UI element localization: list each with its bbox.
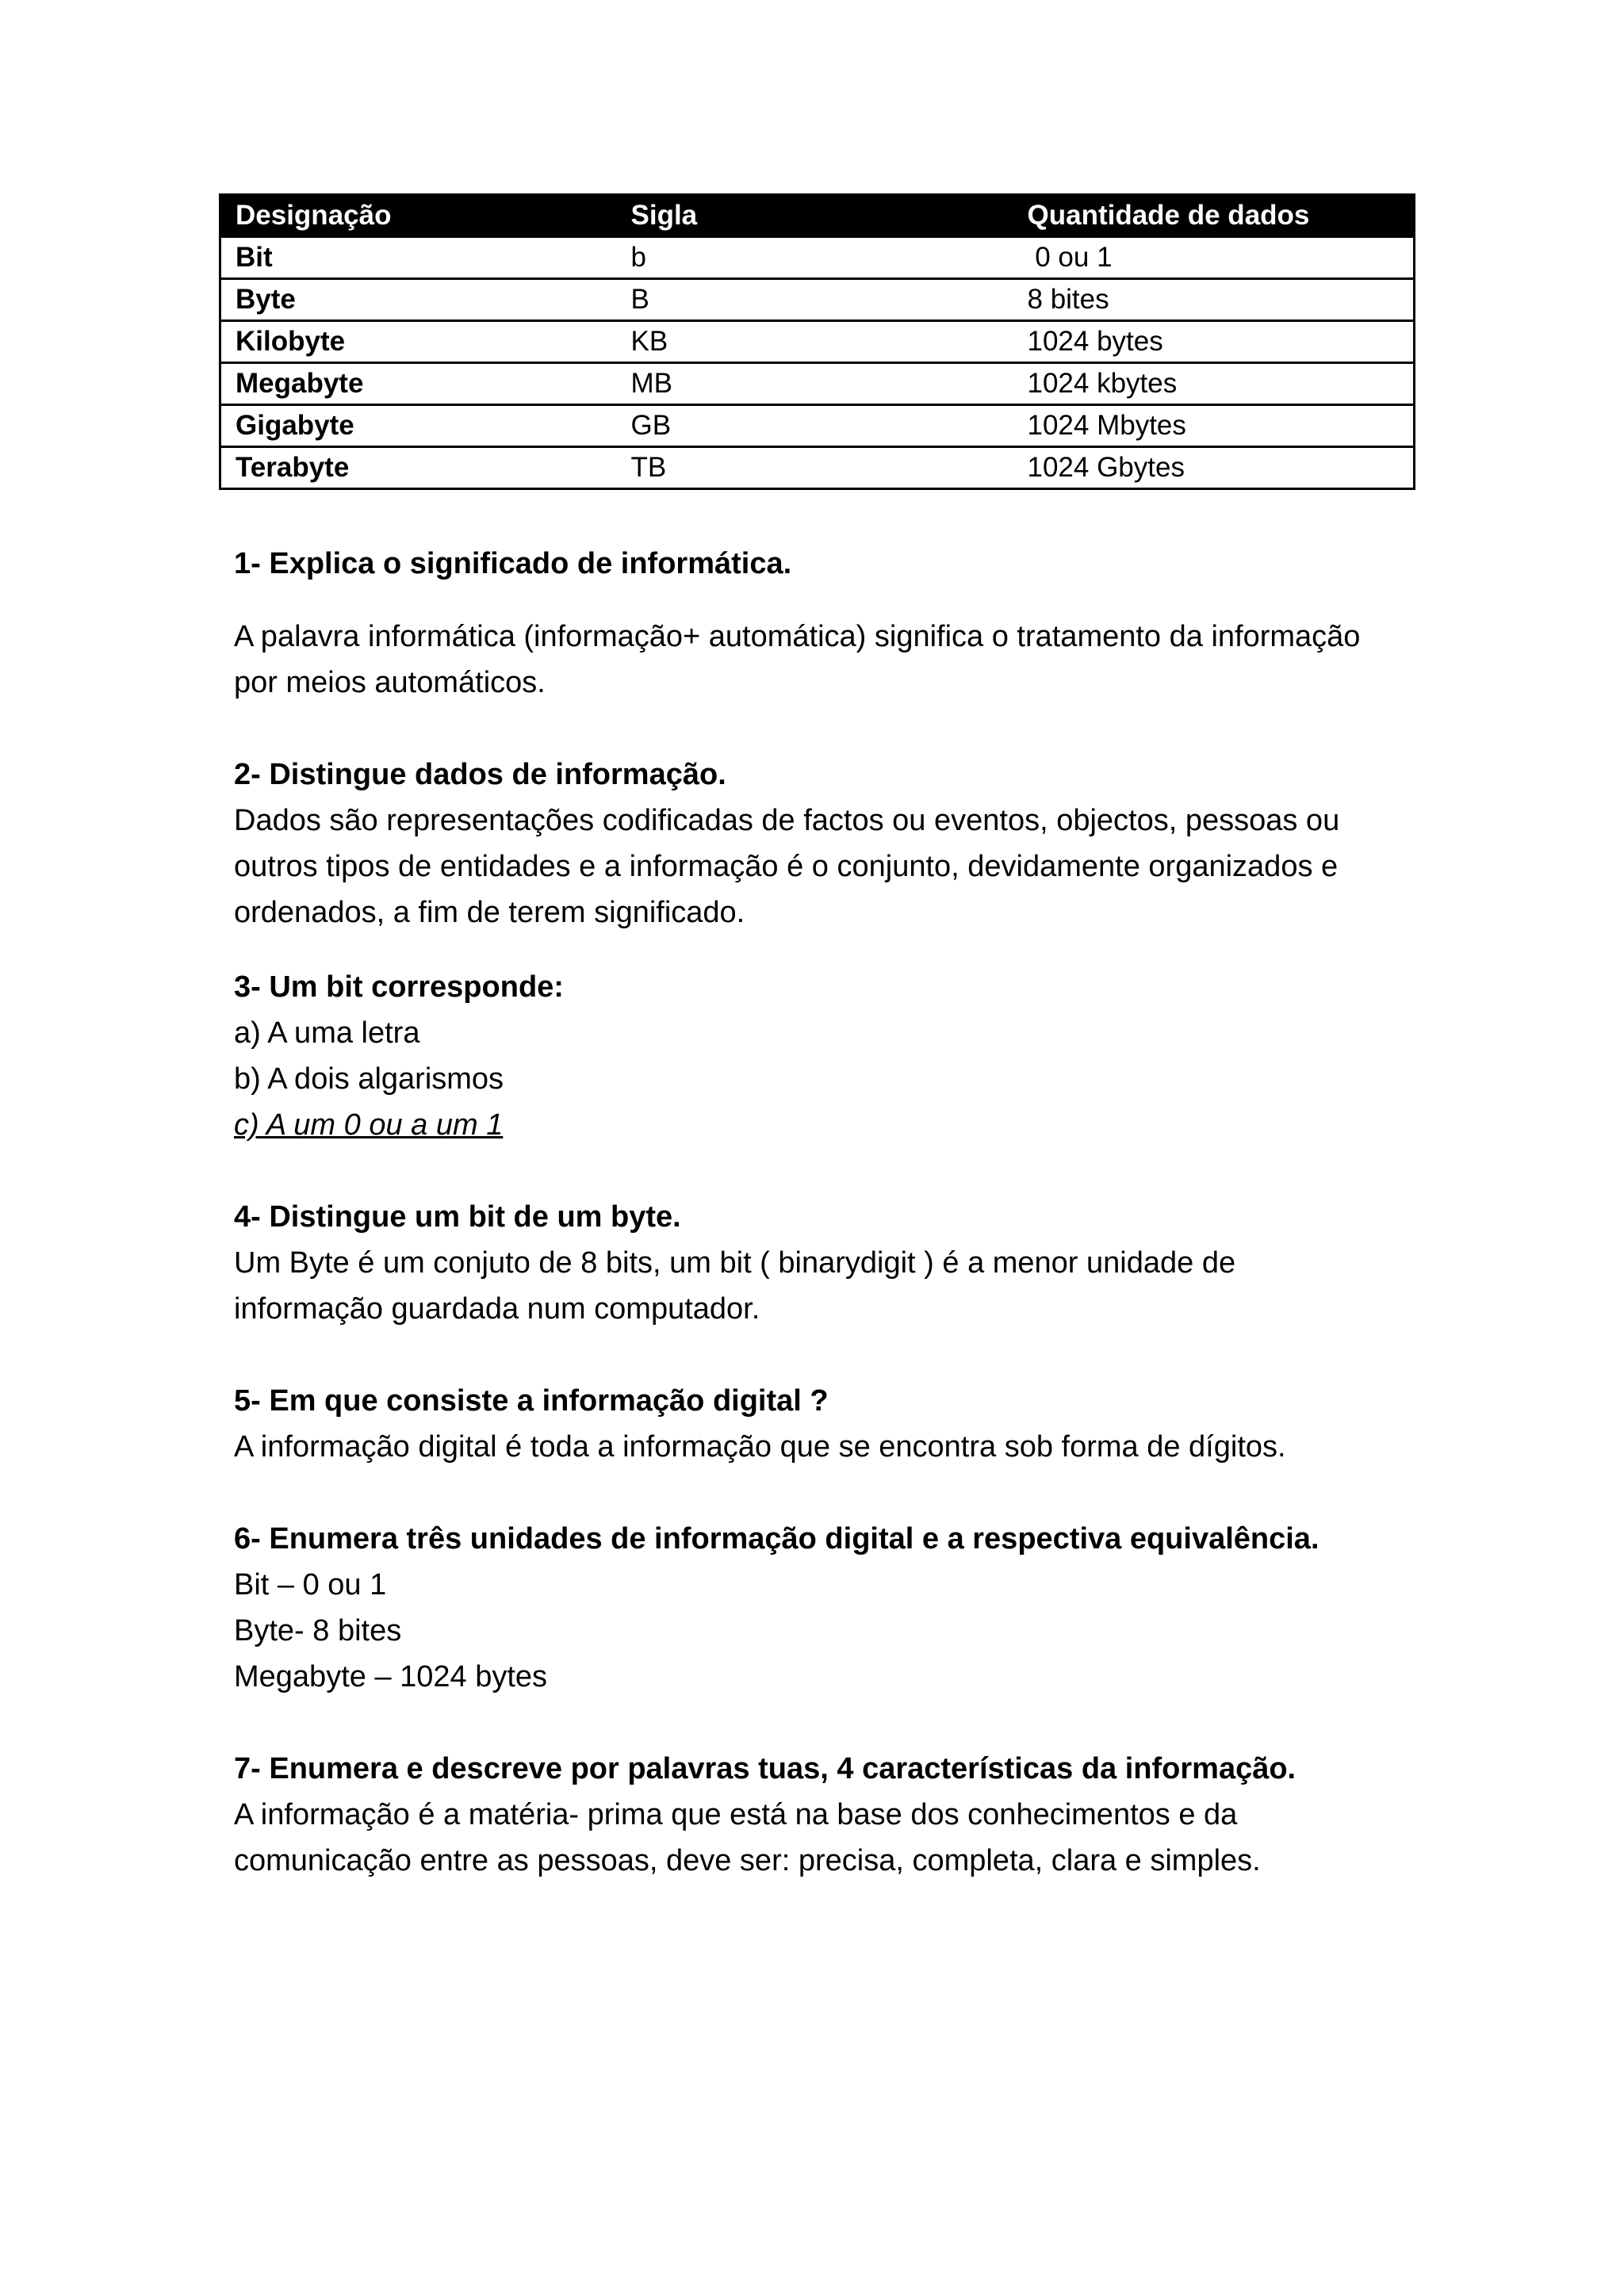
unit-amount: 1024 Mbytes <box>1013 405 1415 447</box>
question-6-title: 6- Enumera três unidades de informação digital e a respectiva equivalência. <box>234 1522 1320 1556</box>
question-1-answer-line: por meios automáticos. <box>234 666 546 699</box>
question-6-item: Byte- 8 bites <box>234 1614 402 1647</box>
question-4-answer-line: Um Byte é um conjuto de 8 bits, um bit ( binarydigit ) é a menor unidade de <box>234 1246 1236 1280</box>
question-3-option-b: b) A dois algarismos <box>234 1062 504 1096</box>
question-3-correct-answer: c) A um 0 ou a um 1 <box>234 1108 504 1142</box>
question-7-title: 7- Enumera e descreve por palavras tuas, 4 características da informação. <box>234 1752 1297 1785</box>
table-row <box>220 405 1415 447</box>
question-7-answer-line: A informação é a matéria- prima que está na base dos conhecimentos e da <box>234 1798 1238 1831</box>
question-4-title: 4- Distingue um bit de um byte. <box>234 1200 681 1234</box>
table-row <box>220 321 1415 363</box>
header-quantidade: Quantidade de dados <box>1013 195 1415 237</box>
question-7-answer-line: comunicação entre as pessoas, deve ser: precisa, completa, clara e simples. <box>234 1844 1261 1877</box>
question-1-answer-line: A palavra informática (informação+ automática) significa o tratamento da informação <box>234 620 1361 653</box>
unit-amount: 1024 kbytes <box>1013 363 1415 405</box>
unit-symbol: b <box>617 237 1013 279</box>
unit-symbol: B <box>617 279 1013 321</box>
header-sigla: Sigla <box>617 195 1013 237</box>
unit-symbol: TB <box>617 447 1013 489</box>
questions-section <box>234 541 1423 1884</box>
table-row <box>220 279 1415 321</box>
unit-name: Bit <box>220 237 617 279</box>
question-2-answer-line: Dados são representações codificadas de factos ou eventos, objectos, pessoas ou <box>234 804 1340 837</box>
unit-symbol: GB <box>617 405 1013 447</box>
unit-name: Byte <box>220 279 617 321</box>
table-header-row <box>220 195 1415 237</box>
unit-symbol: KB <box>617 321 1013 363</box>
question-2-answer-line: outros tipos de entidades e a informação é o conjunto, devidamente organizados e <box>234 850 1339 883</box>
unit-amount: 0 ou 1 <box>1013 237 1415 279</box>
question-6-item: Megabyte – 1024 bytes <box>234 1660 548 1693</box>
question-6-item: Bit – 0 ou 1 <box>234 1568 387 1601</box>
unit-amount: 1024 bytes <box>1013 321 1415 363</box>
question-2-answer-line: ordenados, a fim de terem significado. <box>234 896 745 929</box>
question-3-option-c <box>234 1102 1423 1148</box>
unit-name: Terabyte <box>220 447 617 489</box>
units-table <box>219 193 1415 490</box>
unit-name: Megabyte <box>220 363 617 405</box>
question-5-answer-line: A informação digital é toda a informação que se encontra sob forma de dígitos. <box>234 1430 1286 1464</box>
question-5-title: 5- Em que consiste a informação digital ? <box>234 1384 829 1418</box>
unit-name: Gigabyte <box>220 405 617 447</box>
unit-amount: 1024 Gbytes <box>1013 447 1415 489</box>
question-2-title: 2- Distingue dados de informação. <box>234 758 726 791</box>
table-row <box>220 237 1415 279</box>
question-1-title: 1- Explica o significado de informática. <box>234 547 792 580</box>
question-4-answer-line: informação guardada num computador. <box>234 1292 760 1326</box>
question-3-option-a: a) A uma letra <box>234 1016 420 1050</box>
question-3-title: 3- Um bit corresponde: <box>234 970 564 1004</box>
unit-name: Kilobyte <box>220 321 617 363</box>
unit-amount: 8 bites <box>1013 279 1415 321</box>
header-designacao: Designação <box>220 195 617 237</box>
table-row <box>220 363 1415 405</box>
unit-symbol: MB <box>617 363 1013 405</box>
table-row <box>220 447 1415 489</box>
